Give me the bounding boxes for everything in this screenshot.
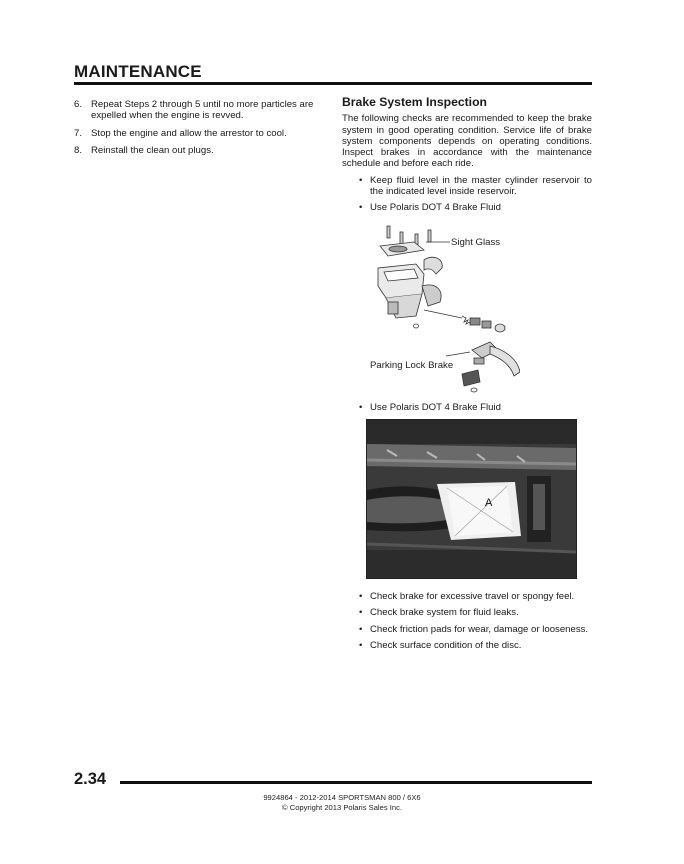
- bullet-item: [342, 591, 592, 602]
- reservoir-photo: [366, 419, 577, 579]
- bullet-item: [342, 202, 592, 213]
- step-item: [74, 145, 326, 156]
- bullet-text: Use Polaris DOT 4 Brake Fluid: [370, 202, 501, 214]
- reservoir-photo-graphic: [367, 420, 576, 578]
- bullet-text: Use Polaris DOT 4 Brake Fluid: [370, 402, 501, 413]
- bullet-marker: •: [359, 591, 363, 602]
- step-number: 8.: [74, 145, 83, 157]
- footer-rule: [120, 781, 592, 784]
- callout-a-label: A: [485, 497, 493, 509]
- right-column: [342, 97, 592, 219]
- master-cylinder-diagram: [366, 222, 520, 394]
- bullet-text: Check brake for excessive travel or spongy feel.: [370, 591, 575, 602]
- bullet-marker: •: [359, 623, 363, 635]
- bullet-marker: •: [359, 174, 363, 186]
- bullet-marker: •: [359, 639, 363, 651]
- bullet-item: [342, 624, 592, 635]
- bullet-item: [342, 402, 609, 413]
- footer-doc-line: 9924864 - 2012-2014 SPORTSMAN 800 / 6X6: [263, 793, 421, 802]
- lower-bullet-list: [342, 591, 592, 656]
- page-number: 2.34: [74, 770, 107, 788]
- bullet-marker: •: [359, 402, 363, 413]
- bullet-marker: •: [359, 607, 363, 619]
- header-rule: [74, 82, 592, 85]
- bullet-text: Check surface condition of the disc.: [370, 639, 522, 651]
- footer-copyright: © Copyright 2013 Polaris Sales Inc.: [282, 803, 402, 812]
- bullet-text: Keep fluid level in the master cylinder reservoir to the indicated level inside reservoir.: [370, 174, 592, 198]
- step-text: Repeat Steps 2 through 5 until no more particles are expelled when the engine is revved.: [91, 99, 314, 122]
- step-text: Stop the engine and allow the arrestor to cool.: [91, 127, 287, 139]
- section-title: MAINTENANCE: [74, 62, 202, 81]
- bullet-item: [342, 175, 592, 198]
- step-number: 7.: [74, 127, 83, 139]
- left-column: [74, 99, 326, 163]
- bullet-text: Check friction pads for wear, damage or looseness.: [370, 623, 589, 635]
- sight-glass-label: Sight Glass: [451, 237, 501, 248]
- bullet-text: Check brake system for fluid leaks.: [370, 607, 519, 619]
- brake-intro-paragraph: The following checks are recommended to keep the brake system in good operating condition. Service life of brake system components depends on operating conditions. Inspect brakes in accordance with the maintenance schedule and before each ride.: [342, 113, 592, 170]
- bullet-marker: •: [359, 202, 363, 214]
- step-item: [74, 99, 326, 122]
- bullet-item: [342, 640, 592, 651]
- parking-lock-brake-label: Parking Lock Brake: [370, 360, 454, 371]
- brake-inspection-heading: Brake System Inspection: [342, 95, 487, 109]
- step-number: 6.: [74, 99, 83, 110]
- bullet-item: [342, 607, 592, 618]
- step-item: [74, 128, 326, 139]
- step-text: Reinstall the clean out plugs.: [91, 145, 214, 157]
